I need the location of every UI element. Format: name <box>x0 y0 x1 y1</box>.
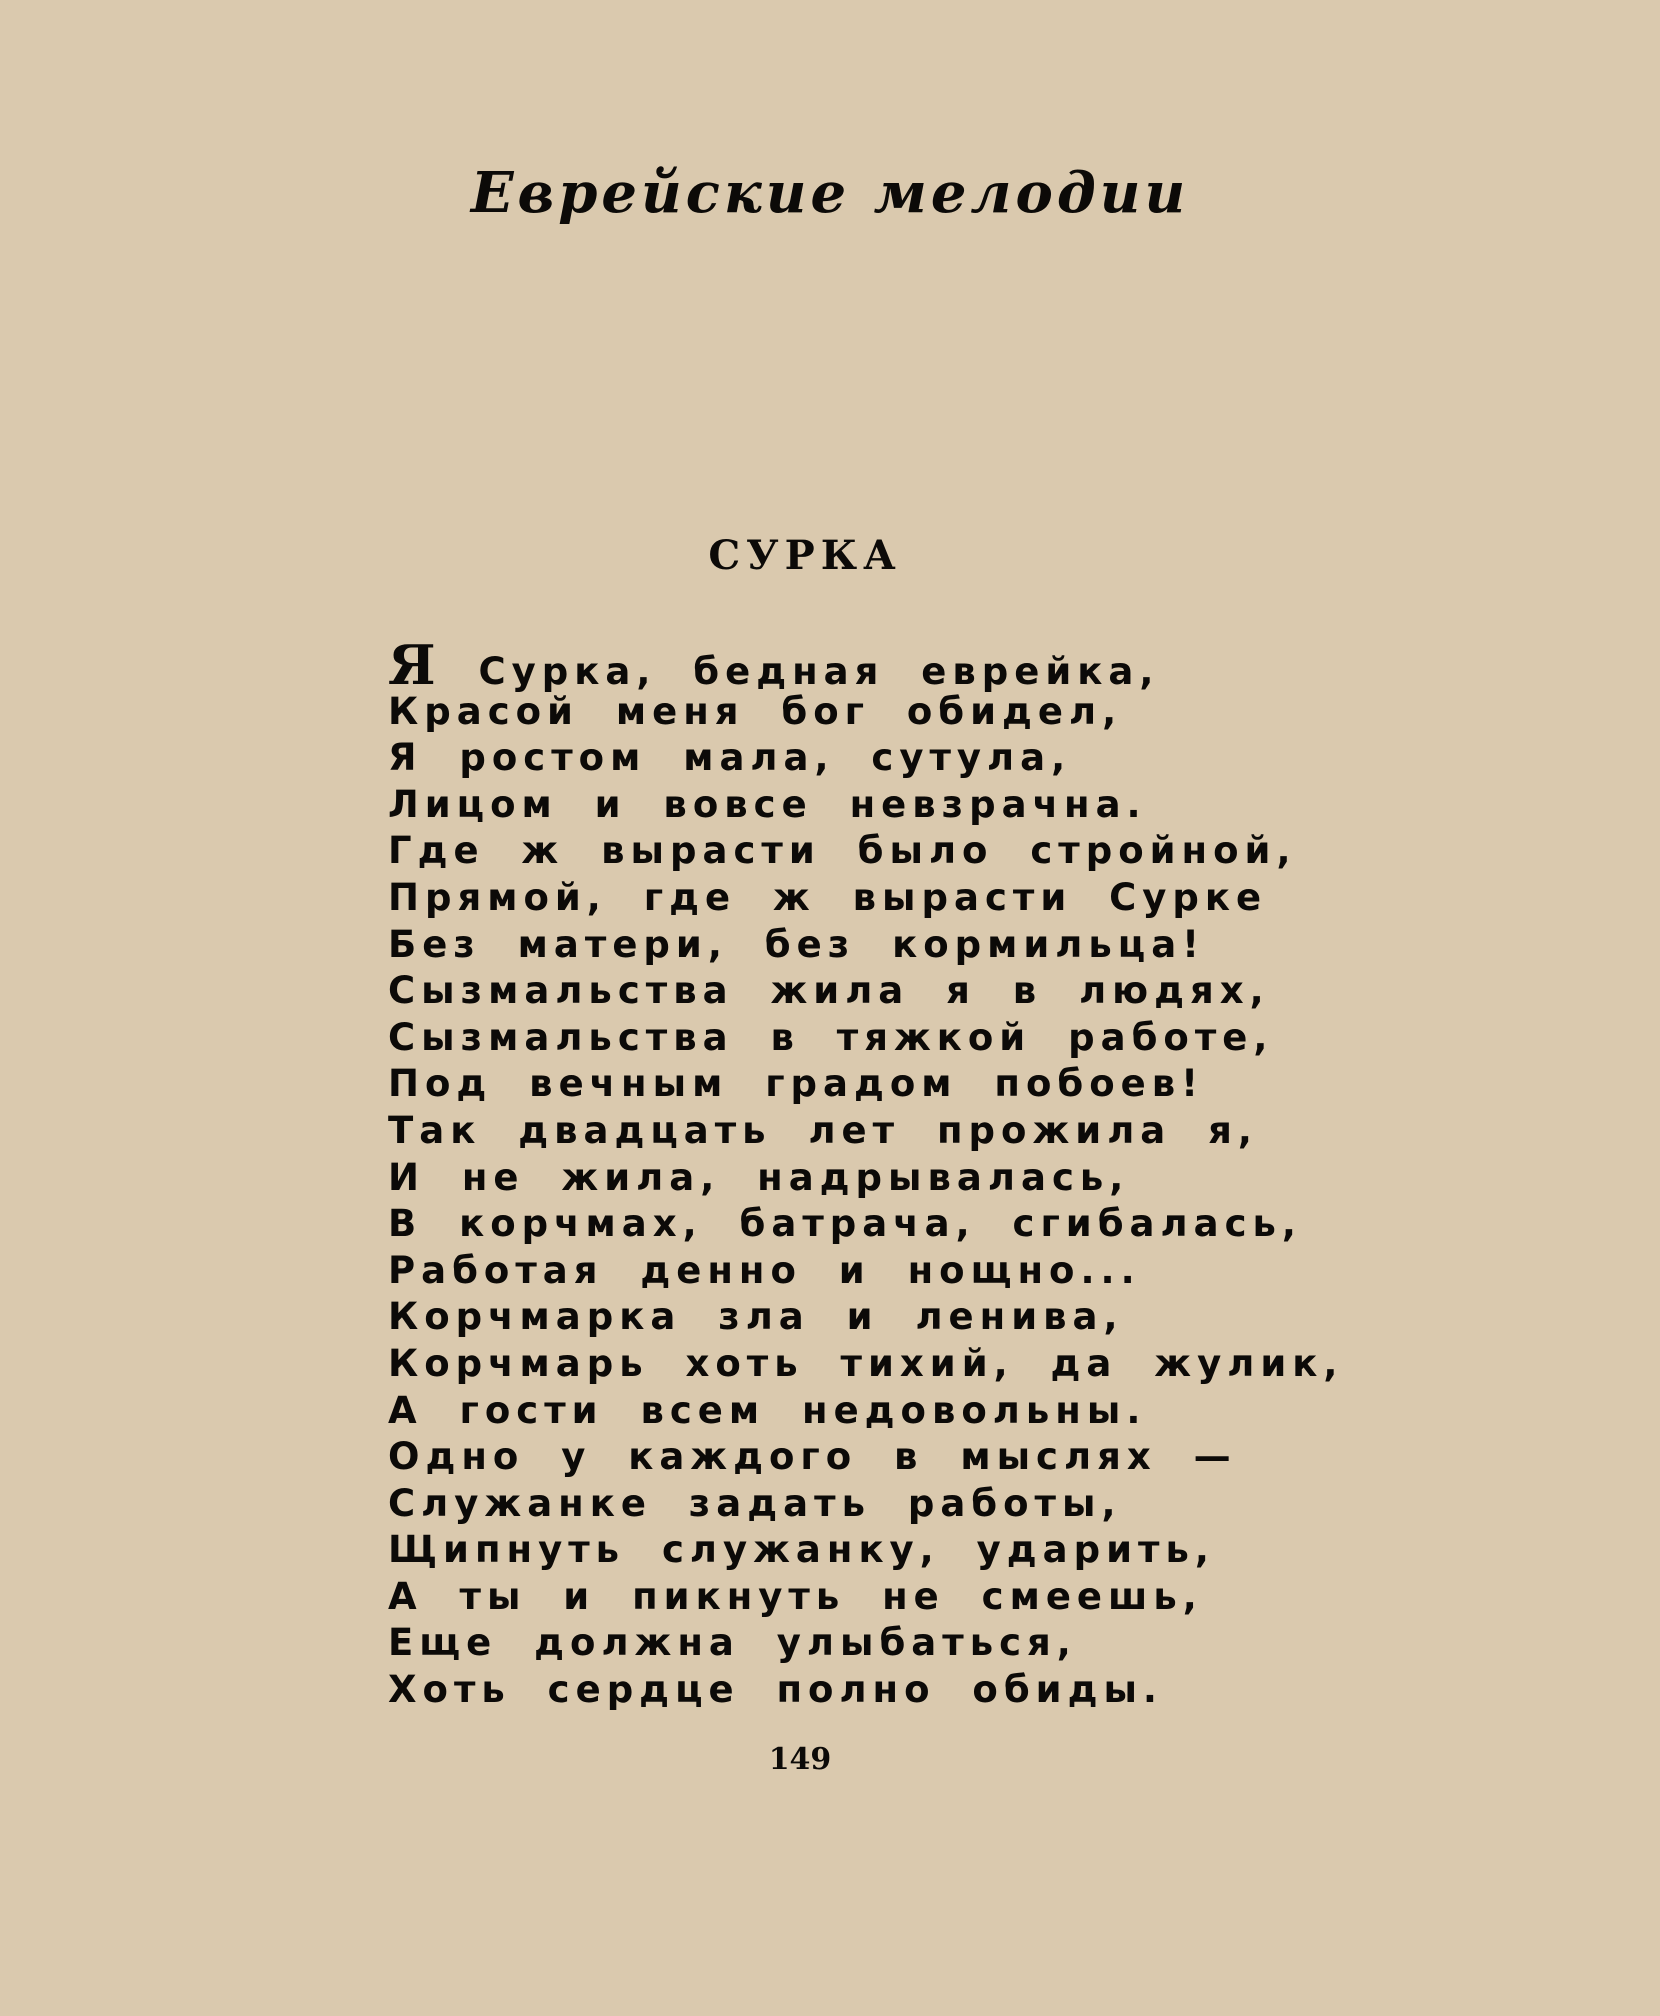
poem-line: Хоть сердце полно обиды. <box>388 1668 1163 1712</box>
poem-line: Без матери, без кормильца! <box>388 922 1206 966</box>
poem-line: Щипнуть служанку, ударить, <box>388 1528 1215 1572</box>
poem-line: Сызмальства в тяжкой работе, <box>388 1015 1274 1059</box>
poem-line: Служанке задать работы, <box>388 1481 1122 1525</box>
poem-line: А ты и пикнуть не смеешь, <box>388 1574 1203 1618</box>
poem-line: Корчмарка зла и ленива, <box>388 1295 1124 1339</box>
poem-line: Работая денно и нощно... <box>388 1248 1141 1292</box>
poem-line: Под вечным градом побоев! <box>388 1062 1205 1106</box>
poem-line: Сызмальства жила я в людях, <box>388 969 1270 1013</box>
poem-line-first <box>388 633 1343 697</box>
poem-line: Прямой, где ж вырасти Сурке <box>388 875 1268 919</box>
page-number: 149 <box>768 1742 832 1777</box>
poem-line: Еще должна улыбаться, <box>388 1621 1077 1665</box>
section-title: Еврейские мелодии <box>470 160 1190 226</box>
poem-line: Красой меня бог обидел, <box>388 689 1123 733</box>
poem-line: Лицом и вовсе невзрачна. <box>388 782 1147 826</box>
first-line-text: Сурка, бедная еврейка, <box>478 650 1160 693</box>
poem-line: И не жила, надрывалась, <box>388 1155 1130 1199</box>
poem-line: А гости всем недовольны. <box>388 1388 1147 1432</box>
poem-line: Корчмарь хоть тихий, да жулик, <box>388 1341 1344 1385</box>
poem-line: Так двадцать лет прожила я, <box>388 1108 1258 1152</box>
drop-cap: Я <box>388 633 438 697</box>
poem-line: Я ростом мала, сутула, <box>388 736 1072 780</box>
poem-text <box>388 633 1344 1714</box>
poem-title: СУРКА <box>708 532 902 579</box>
poem-line: Одно у каждого в мыслях — <box>388 1435 1237 1479</box>
poem-line: В корчмах, батрача, сгибалась, <box>388 1202 1302 1246</box>
poem-line: Где ж вырасти было стройной, <box>388 829 1297 873</box>
